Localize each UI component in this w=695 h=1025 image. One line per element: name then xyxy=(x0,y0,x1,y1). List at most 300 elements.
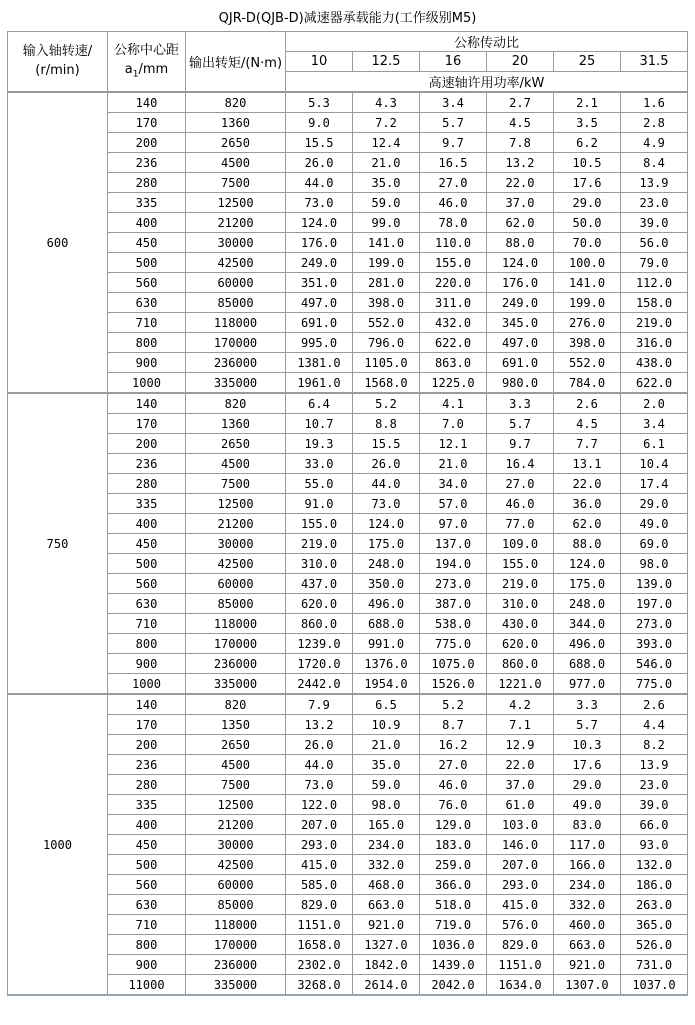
power-value: 2302.0 xyxy=(286,955,353,975)
power-value: 21.0 xyxy=(353,735,420,755)
power-value: 62.0 xyxy=(554,514,621,534)
power-value: 34.0 xyxy=(420,474,487,494)
center-distance-symbol: a xyxy=(124,61,133,77)
table-header xyxy=(8,32,688,93)
output-torque-value: 60000 xyxy=(186,574,286,594)
power-value: 4.9 xyxy=(621,133,688,153)
power-value: 129.0 xyxy=(420,815,487,835)
power-value: 620.0 xyxy=(487,634,554,654)
center-distance-value: 560 xyxy=(108,875,186,895)
center-distance-value: 900 xyxy=(108,955,186,975)
power-value: 124.0 xyxy=(487,253,554,273)
output-torque-value: 7500 xyxy=(186,173,286,193)
power-value: 46.0 xyxy=(487,494,554,514)
power-value: 332.0 xyxy=(554,895,621,915)
table-row xyxy=(8,835,688,855)
power-value: 10.5 xyxy=(554,153,621,173)
power-value: 124.0 xyxy=(353,514,420,534)
power-value: 12.9 xyxy=(487,735,554,755)
power-value: 622.0 xyxy=(621,373,688,394)
power-value: 234.0 xyxy=(353,835,420,855)
center-distance-value: 200 xyxy=(108,434,186,454)
power-value: 1842.0 xyxy=(353,955,420,975)
output-torque-value: 335000 xyxy=(186,373,286,394)
power-value: 110.0 xyxy=(420,233,487,253)
output-torque-value: 12500 xyxy=(186,795,286,815)
power-value: 415.0 xyxy=(487,895,554,915)
power-value: 234.0 xyxy=(554,875,621,895)
power-value: 55.0 xyxy=(286,474,353,494)
center-distance-value: 140 xyxy=(108,92,186,113)
power-value: 39.0 xyxy=(621,213,688,233)
power-value: 16.5 xyxy=(420,153,487,173)
output-torque-value: 85000 xyxy=(186,594,286,614)
power-value: 26.0 xyxy=(286,153,353,173)
power-value: 351.0 xyxy=(286,273,353,293)
power-value: 9.7 xyxy=(487,434,554,454)
output-torque-value: 42500 xyxy=(186,554,286,574)
power-value: 5.3 xyxy=(286,92,353,113)
power-value: 35.0 xyxy=(353,755,420,775)
power-value: 688.0 xyxy=(554,654,621,674)
power-value: 66.0 xyxy=(621,815,688,835)
power-value: 23.0 xyxy=(621,193,688,213)
power-value: 496.0 xyxy=(554,634,621,654)
power-value: 50.0 xyxy=(554,213,621,233)
table-row xyxy=(8,795,688,815)
power-value: 310.0 xyxy=(286,554,353,574)
power-value: 432.0 xyxy=(420,313,487,333)
center-distance-value: 710 xyxy=(108,313,186,333)
power-value: 977.0 xyxy=(554,674,621,695)
power-value: 249.0 xyxy=(286,253,353,273)
power-value: 2.8 xyxy=(621,113,688,133)
power-value: 49.0 xyxy=(554,795,621,815)
power-value: 78.0 xyxy=(420,213,487,233)
power-value: 98.0 xyxy=(621,554,688,574)
power-value: 3.3 xyxy=(554,694,621,715)
power-value: 7.8 xyxy=(487,133,554,153)
center-distance-subscript: 1 xyxy=(132,69,139,80)
center-distance-value: 450 xyxy=(108,233,186,253)
table-row xyxy=(8,253,688,273)
table-row xyxy=(8,313,688,333)
ratio-value: 25 xyxy=(554,52,621,72)
output-torque-value: 60000 xyxy=(186,875,286,895)
output-torque-value: 42500 xyxy=(186,855,286,875)
power-value: 29.0 xyxy=(554,775,621,795)
power-value: 249.0 xyxy=(487,293,554,313)
power-value: 219.0 xyxy=(286,534,353,554)
power-value: 76.0 xyxy=(420,795,487,815)
power-value: 39.0 xyxy=(621,795,688,815)
center-distance-label-line1: 公称中心距 xyxy=(113,42,179,58)
power-value: 112.0 xyxy=(621,273,688,293)
power-value: 12.4 xyxy=(353,133,420,153)
power-value: 829.0 xyxy=(286,895,353,915)
power-value: 5.7 xyxy=(554,715,621,735)
power-value: 8.8 xyxy=(353,414,420,434)
table-row xyxy=(8,735,688,755)
power-value: 183.0 xyxy=(420,835,487,855)
power-value: 158.0 xyxy=(621,293,688,313)
center-distance-value: 11000 xyxy=(108,975,186,996)
center-distance-value: 200 xyxy=(108,133,186,153)
center-distance-value: 335 xyxy=(108,193,186,213)
output-torque-value: 118000 xyxy=(186,614,286,634)
power-value: 552.0 xyxy=(353,313,420,333)
power-value: 22.0 xyxy=(554,474,621,494)
power-value: 585.0 xyxy=(286,875,353,895)
output-torque-value: 21200 xyxy=(186,815,286,835)
power-value: 622.0 xyxy=(420,333,487,353)
output-torque-value: 820 xyxy=(186,694,286,715)
power-value: 61.0 xyxy=(487,795,554,815)
table-row xyxy=(8,233,688,253)
table-row xyxy=(8,193,688,213)
power-value: 98.0 xyxy=(353,795,420,815)
power-value: 73.0 xyxy=(353,494,420,514)
power-value: 207.0 xyxy=(286,815,353,835)
center-distance-value: 450 xyxy=(108,835,186,855)
table-row xyxy=(8,534,688,554)
power-value: 56.0 xyxy=(621,233,688,253)
power-value: 5.2 xyxy=(420,694,487,715)
center-distance-value: 800 xyxy=(108,634,186,654)
output-torque-value: 85000 xyxy=(186,293,286,313)
power-value: 4.5 xyxy=(554,414,621,434)
power-value: 73.0 xyxy=(286,775,353,795)
power-value: 7.1 xyxy=(487,715,554,735)
center-distance-value: 400 xyxy=(108,213,186,233)
power-value: 21.0 xyxy=(353,153,420,173)
power-value: 281.0 xyxy=(353,273,420,293)
power-value: 468.0 xyxy=(353,875,420,895)
power-value: 293.0 xyxy=(487,875,554,895)
output-torque-value: 12500 xyxy=(186,494,286,514)
output-torque-value: 170000 xyxy=(186,333,286,353)
output-torque-value: 2650 xyxy=(186,133,286,153)
center-distance-value: 280 xyxy=(108,775,186,795)
power-value: 1568.0 xyxy=(353,373,420,394)
power-value: 719.0 xyxy=(420,915,487,935)
center-distance-value: 710 xyxy=(108,915,186,935)
center-distance-value: 170 xyxy=(108,715,186,735)
power-value: 27.0 xyxy=(420,755,487,775)
power-value: 146.0 xyxy=(487,835,554,855)
power-value: 197.0 xyxy=(621,594,688,614)
power-value: 21.0 xyxy=(420,454,487,474)
power-value: 775.0 xyxy=(621,674,688,695)
power-value: 344.0 xyxy=(554,614,621,634)
power-value: 921.0 xyxy=(353,915,420,935)
page-title: QJR-D(QJB-D)减速器承载能力(工作级别M5) xyxy=(218,11,477,26)
output-torque-value: 335000 xyxy=(186,975,286,996)
power-value: 155.0 xyxy=(286,514,353,534)
power-value: 109.0 xyxy=(487,534,554,554)
power-value: 4.1 xyxy=(420,393,487,414)
power-value: 155.0 xyxy=(487,554,554,574)
power-value: 44.0 xyxy=(286,755,353,775)
power-value: 175.0 xyxy=(353,534,420,554)
table-row xyxy=(8,574,688,594)
power-value: 775.0 xyxy=(420,634,487,654)
power-value: 345.0 xyxy=(487,313,554,333)
output-torque-value: 820 xyxy=(186,393,286,414)
col-header-power: 高速轴许用功率/kW xyxy=(286,72,688,93)
power-value: 1151.0 xyxy=(286,915,353,935)
power-value: 2.6 xyxy=(621,694,688,715)
input-speed-value: 600 xyxy=(8,92,108,393)
power-value: 219.0 xyxy=(487,574,554,594)
table-row xyxy=(8,554,688,574)
power-value: 141.0 xyxy=(353,233,420,253)
ratio-value: 16 xyxy=(420,52,487,72)
speed-group-1000 xyxy=(8,694,688,995)
power-value: 59.0 xyxy=(353,775,420,795)
power-value: 99.0 xyxy=(353,213,420,233)
center-distance-value: 450 xyxy=(108,534,186,554)
power-value: 1961.0 xyxy=(286,373,353,394)
power-value: 46.0 xyxy=(420,775,487,795)
power-value: 17.6 xyxy=(554,755,621,775)
power-value: 16.2 xyxy=(420,735,487,755)
col-header-center-distance xyxy=(108,32,186,93)
power-value: 35.0 xyxy=(353,173,420,193)
power-value: 207.0 xyxy=(487,855,554,875)
table-row xyxy=(8,494,688,514)
table-row xyxy=(8,434,688,454)
input-speed-value: 1000 xyxy=(8,694,108,995)
output-torque-value: 236000 xyxy=(186,353,286,373)
power-value: 310.0 xyxy=(487,594,554,614)
output-torque-value: 1360 xyxy=(186,113,286,133)
output-torque-value: 60000 xyxy=(186,273,286,293)
power-value: 259.0 xyxy=(420,855,487,875)
table-row xyxy=(8,674,688,695)
power-value: 1036.0 xyxy=(420,935,487,955)
table-row xyxy=(8,915,688,935)
power-value: 9.7 xyxy=(420,133,487,153)
center-distance-value: 236 xyxy=(108,153,186,173)
power-value: 73.0 xyxy=(286,193,353,213)
power-value: 13.2 xyxy=(286,715,353,735)
power-value: 731.0 xyxy=(621,955,688,975)
power-value: 2.0 xyxy=(621,393,688,414)
table-row xyxy=(8,373,688,394)
power-value: 124.0 xyxy=(554,554,621,574)
table-row xyxy=(8,333,688,353)
power-value: 1526.0 xyxy=(420,674,487,695)
power-value: 7.2 xyxy=(353,113,420,133)
power-value: 13.2 xyxy=(487,153,554,173)
power-value: 2.7 xyxy=(487,92,554,113)
center-distance-value: 236 xyxy=(108,454,186,474)
power-value: 5.7 xyxy=(487,414,554,434)
power-value: 9.0 xyxy=(286,113,353,133)
power-value: 2042.0 xyxy=(420,975,487,996)
power-value: 17.6 xyxy=(554,173,621,193)
center-distance-value: 710 xyxy=(108,614,186,634)
output-torque-value: 1350 xyxy=(186,715,286,735)
power-value: 19.3 xyxy=(286,434,353,454)
center-distance-value: 500 xyxy=(108,855,186,875)
power-value: 36.0 xyxy=(554,494,621,514)
power-value: 1225.0 xyxy=(420,373,487,394)
output-torque-value: 30000 xyxy=(186,835,286,855)
table-row xyxy=(8,353,688,373)
center-distance-value: 236 xyxy=(108,755,186,775)
output-torque-value: 4500 xyxy=(186,454,286,474)
power-value: 17.4 xyxy=(621,474,688,494)
power-value: 6.2 xyxy=(554,133,621,153)
center-distance-value: 800 xyxy=(108,935,186,955)
power-value: 77.0 xyxy=(487,514,554,534)
power-value: 273.0 xyxy=(420,574,487,594)
table-row xyxy=(8,895,688,915)
power-value: 1105.0 xyxy=(353,353,420,373)
power-value: 398.0 xyxy=(353,293,420,313)
table-row xyxy=(8,935,688,955)
power-value: 4.3 xyxy=(353,92,420,113)
ratio-value: 20 xyxy=(487,52,554,72)
power-value: 430.0 xyxy=(487,614,554,634)
power-value: 8.4 xyxy=(621,153,688,173)
center-distance-value: 900 xyxy=(108,353,186,373)
power-value: 293.0 xyxy=(286,835,353,855)
power-value: 393.0 xyxy=(621,634,688,654)
power-value: 366.0 xyxy=(420,875,487,895)
center-distance-value: 1000 xyxy=(108,674,186,695)
center-distance-value: 630 xyxy=(108,293,186,313)
center-distance-value: 500 xyxy=(108,554,186,574)
power-value: 12.1 xyxy=(420,434,487,454)
power-value: 10.4 xyxy=(621,454,688,474)
power-value: 3.3 xyxy=(487,393,554,414)
power-value: 46.0 xyxy=(420,193,487,213)
power-value: 16.4 xyxy=(487,454,554,474)
table-row xyxy=(8,293,688,313)
power-value: 23.0 xyxy=(621,775,688,795)
power-value: 1239.0 xyxy=(286,634,353,654)
power-value: 248.0 xyxy=(554,594,621,614)
power-value: 991.0 xyxy=(353,634,420,654)
power-value: 37.0 xyxy=(487,775,554,795)
output-torque-value: 4500 xyxy=(186,755,286,775)
power-value: 13.1 xyxy=(554,454,621,474)
center-distance-value: 560 xyxy=(108,574,186,594)
table-row xyxy=(8,715,688,735)
power-value: 37.0 xyxy=(487,193,554,213)
power-value: 6.1 xyxy=(621,434,688,454)
power-value: 29.0 xyxy=(554,193,621,213)
power-value: 1151.0 xyxy=(487,955,554,975)
power-value: 139.0 xyxy=(621,574,688,594)
center-distance-value: 1000 xyxy=(108,373,186,394)
power-value: 57.0 xyxy=(420,494,487,514)
center-distance-value: 280 xyxy=(108,173,186,193)
power-value: 219.0 xyxy=(621,313,688,333)
power-value: 620.0 xyxy=(286,594,353,614)
power-value: 27.0 xyxy=(487,474,554,494)
power-value: 8.2 xyxy=(621,735,688,755)
output-torque-value: 2650 xyxy=(186,434,286,454)
center-distance-value: 900 xyxy=(108,654,186,674)
table-row xyxy=(8,113,688,133)
center-distance-value: 335 xyxy=(108,795,186,815)
power-value: 122.0 xyxy=(286,795,353,815)
center-distance-value: 140 xyxy=(108,393,186,414)
ratio-value: 12.5 xyxy=(353,52,420,72)
power-value: 100.0 xyxy=(554,253,621,273)
table-row xyxy=(8,474,688,494)
output-torque-value: 30000 xyxy=(186,233,286,253)
output-torque-value: 335000 xyxy=(186,674,286,695)
power-value: 220.0 xyxy=(420,273,487,293)
power-value: 691.0 xyxy=(487,353,554,373)
power-value: 97.0 xyxy=(420,514,487,534)
input-speed-label-line2: (r/min) xyxy=(35,62,80,78)
speed-group-750 xyxy=(8,393,688,694)
center-distance-value: 170 xyxy=(108,113,186,133)
power-value: 576.0 xyxy=(487,915,554,935)
power-value: 387.0 xyxy=(420,594,487,614)
center-distance-value: 400 xyxy=(108,815,186,835)
power-value: 4.4 xyxy=(621,715,688,735)
center-distance-value: 630 xyxy=(108,594,186,614)
power-value: 91.0 xyxy=(286,494,353,514)
output-torque-value: 236000 xyxy=(186,654,286,674)
power-value: 15.5 xyxy=(353,434,420,454)
center-distance-value: 200 xyxy=(108,735,186,755)
power-value: 1327.0 xyxy=(353,935,420,955)
power-value: 79.0 xyxy=(621,253,688,273)
table-row xyxy=(8,153,688,173)
power-value: 70.0 xyxy=(554,233,621,253)
col-header-output-torque: 输出转矩/(N·m) xyxy=(186,32,286,93)
table-row xyxy=(8,815,688,835)
power-value: 460.0 xyxy=(554,915,621,935)
power-value: 166.0 xyxy=(554,855,621,875)
output-torque-value: 21200 xyxy=(186,213,286,233)
power-value: 691.0 xyxy=(286,313,353,333)
power-value: 49.0 xyxy=(621,514,688,534)
power-value: 350.0 xyxy=(353,574,420,594)
power-value: 538.0 xyxy=(420,614,487,634)
reducer-capacity-table xyxy=(7,31,688,996)
power-value: 7.9 xyxy=(286,694,353,715)
power-value: 921.0 xyxy=(554,955,621,975)
table-row xyxy=(8,614,688,634)
power-value: 176.0 xyxy=(487,273,554,293)
power-value: 15.5 xyxy=(286,133,353,153)
power-value: 33.0 xyxy=(286,454,353,474)
power-value: 5.7 xyxy=(420,113,487,133)
ratio-value: 31.5 xyxy=(621,52,688,72)
center-distance-value: 560 xyxy=(108,273,186,293)
power-value: 10.9 xyxy=(353,715,420,735)
power-value: 88.0 xyxy=(554,534,621,554)
table-row xyxy=(8,855,688,875)
power-value: 2442.0 xyxy=(286,674,353,695)
output-torque-value: 820 xyxy=(186,92,286,113)
power-value: 863.0 xyxy=(420,353,487,373)
power-value: 2614.0 xyxy=(353,975,420,996)
power-value: 6.5 xyxy=(353,694,420,715)
power-value: 398.0 xyxy=(554,333,621,353)
speed-group-600 xyxy=(8,92,688,393)
power-value: 44.0 xyxy=(286,173,353,193)
